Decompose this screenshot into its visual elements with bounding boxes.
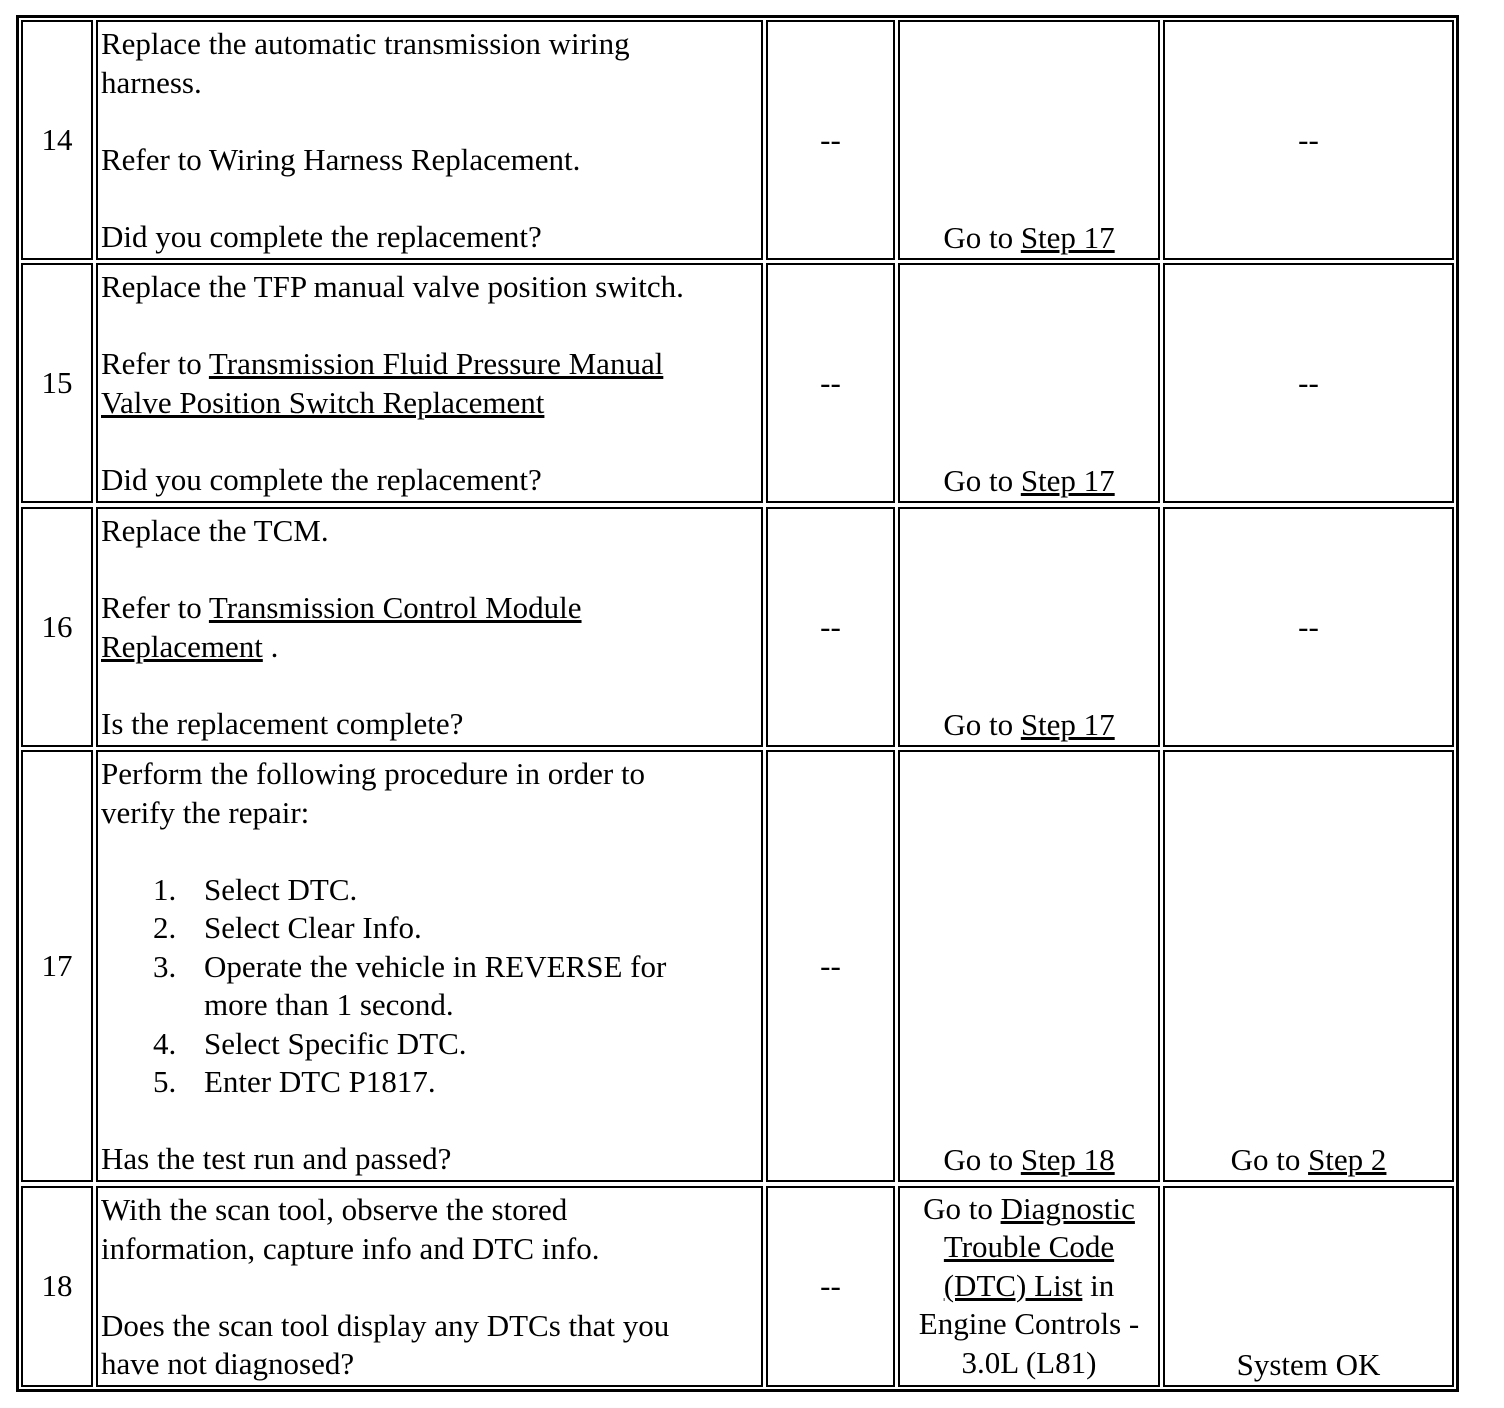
value-text: -- (820, 1268, 841, 1304)
value-cell (766, 507, 895, 747)
step-number (21, 20, 93, 260)
yes-text: Engine Controls - (918, 1306, 1140, 1342)
yes-cell (898, 20, 1160, 260)
action-line: harness. (101, 64, 202, 100)
refer-prefix: Refer to (101, 346, 209, 381)
refer-text: Refer to Wiring Harness Replacement. (101, 141, 581, 177)
refer-link[interactable]: Valve Position Switch Replacement (101, 384, 545, 420)
list-text: more than 1 second. (204, 987, 454, 1022)
no-prefix: Go to (1230, 1141, 1309, 1177)
action-line: verify the repair: (101, 794, 310, 830)
step-number-text: 15 (41, 364, 73, 400)
list-text: Select Clear Info. (204, 910, 422, 945)
refer-suffix: . (262, 628, 279, 664)
step-number-text: 18 (41, 1268, 73, 1304)
question-text: Does the scan tool display any DTCs that you (101, 1307, 670, 1343)
list-text: Operate the vehicle in REVERSE for (204, 948, 667, 984)
action-line: information, capture info and DTC info. (101, 1230, 600, 1266)
yes-prefix: Go to (943, 706, 1021, 742)
list-item (101, 909, 761, 948)
list-number: 1. (153, 871, 177, 907)
yes-cell (898, 1186, 1160, 1387)
value-cell (766, 20, 895, 260)
list-text: Enter DTC P1817. (204, 1064, 436, 1099)
refer-link[interactable]: Transmission Fluid Pressure Manual (208, 346, 664, 381)
dtc-list-link[interactable]: Trouble Code (943, 1229, 1115, 1265)
no-cell (1163, 20, 1454, 260)
question-text: Is the replacement complete? (101, 705, 464, 741)
dtc-list-link[interactable]: (DTC) List (943, 1267, 1083, 1303)
yes-prefix: Go to (943, 1141, 1021, 1177)
no-text: System OK (1236, 1346, 1381, 1382)
step-link[interactable]: Step 17 (1020, 706, 1115, 742)
yes-suffix: in (1082, 1267, 1115, 1303)
step-link[interactable]: Step 17 (1020, 462, 1115, 498)
no-text: -- (1298, 121, 1319, 157)
action-cell (96, 263, 763, 503)
list-item (101, 1063, 761, 1102)
refer-prefix: Refer to (101, 590, 209, 625)
list-number: 3. (153, 948, 177, 984)
step-number (21, 750, 93, 1182)
no-text: -- (1298, 364, 1319, 400)
list-number: 2. (153, 910, 177, 945)
step-number-text: 17 (41, 947, 73, 983)
question-text: Has the test run and passed? (101, 1141, 452, 1176)
list-item (101, 948, 761, 1025)
question-text: Did you complete the replacement? (101, 218, 542, 254)
refer-link[interactable]: Replacement (101, 628, 263, 664)
procedure-list (101, 871, 761, 1102)
question-text: Did you complete the replacement? (101, 461, 542, 497)
yes-prefix: Go to (923, 1190, 1001, 1226)
yes-cell (898, 263, 1160, 503)
list-item (101, 1025, 761, 1064)
action-cell (96, 20, 763, 260)
action-cell (96, 750, 763, 1182)
step-number (21, 1186, 93, 1387)
yes-prefix: Go to (943, 462, 1021, 498)
step-number (21, 263, 93, 503)
action-cell (96, 507, 763, 747)
value-text: -- (820, 947, 841, 983)
no-cell (1163, 750, 1454, 1182)
question-text: have not diagnosed? (101, 1346, 355, 1381)
value-cell (766, 750, 895, 1182)
action-line: Replace the automatic transmission wiring (101, 26, 630, 61)
value-text: -- (820, 364, 841, 400)
step-number-text: 14 (41, 121, 73, 157)
yes-prefix: Go to (943, 219, 1021, 255)
action-line: Replace the TFP manual valve position switch. (101, 269, 684, 304)
step-number-text: 16 (41, 608, 73, 644)
yes-cell (898, 750, 1160, 1182)
action-cell (96, 1186, 763, 1387)
value-text: -- (820, 608, 841, 644)
no-cell (1163, 1186, 1454, 1387)
list-item (101, 871, 761, 910)
no-cell (1163, 263, 1454, 503)
action-line: With the scan tool, observe the stored (101, 1192, 568, 1227)
value-text: -- (820, 121, 841, 157)
refer-link[interactable]: Transmission Control Module (208, 590, 582, 625)
step-link[interactable]: Step 18 (1020, 1141, 1115, 1177)
yes-text: 3.0L (L81) (961, 1344, 1097, 1380)
list-text: Select Specific DTC. (204, 1025, 467, 1061)
step-link[interactable]: Step 2 (1308, 1141, 1387, 1177)
yes-cell (898, 507, 1160, 747)
no-cell (1163, 507, 1454, 747)
list-text: Select DTC. (204, 871, 358, 907)
step-number (21, 507, 93, 747)
list-number: 4. (153, 1025, 177, 1061)
refer-text (101, 589, 761, 628)
action-line: Perform the following procedure in order to (101, 756, 646, 791)
value-cell (766, 263, 895, 503)
refer-text (101, 345, 761, 384)
no-text: -- (1298, 608, 1319, 644)
dtc-list-link[interactable]: Diagnostic (1000, 1190, 1135, 1226)
step-link[interactable]: Step 17 (1020, 219, 1115, 255)
value-cell (766, 1186, 895, 1387)
list-number: 5. (153, 1064, 177, 1099)
action-line: Replace the TCM. (101, 513, 329, 548)
